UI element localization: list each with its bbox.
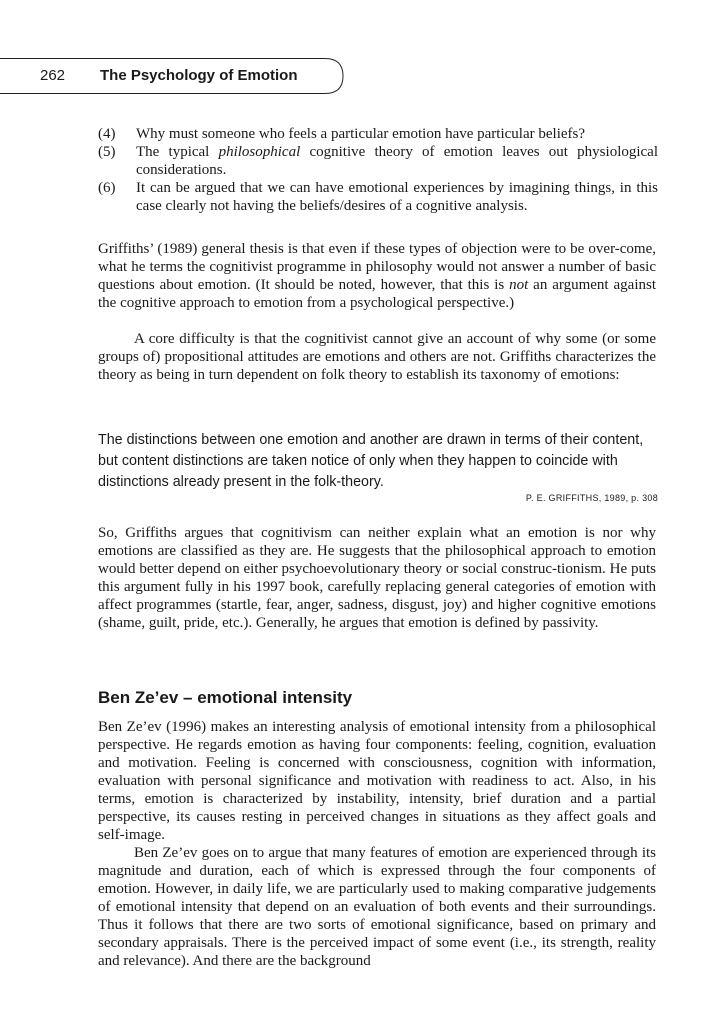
body-paragraph-griffiths-thesis: Griffiths’ (1989) general thesis is that even if these types of objection were to be over-come, what he terms the cognitivist programme in philosophy would not answer a number of basic questions about emotion. (It should be noted, however, that this is not an argument against the cognitive approach to emotion from a psychological perspective.) [98, 241, 656, 311]
body-paragraph-griffiths-summary: So, Griffiths argues that cognitivism can neither explain what an emotion is nor why emotions are classified as they are. He suggests that the philosophical approach to emotion would better depend on either psychoevolutionary theory or social construc-tionism. He puts this argument fully in his 1997 book, carefully replacing general categories of emotion with affect programmes (startle, fear, anger, sadness, disgust, joy) and higher cognitive emotions (shame, guilt, pride, etc.). Generally, he argues that emotion is defined by passivity. [98, 525, 656, 631]
list-item-number: (5) [98, 144, 116, 160]
list-item [98, 125, 658, 143]
list-item-text: Why must someone who feels a particular emotion have particular beliefs? [136, 126, 586, 142]
list-item-number: (6) [98, 180, 116, 196]
body-paragraph-core-difficulty: A core difficulty is that the cognitivist cannot give an account of why some (or some groups of) propositional attitudes are emotions and others are not. Griffiths characterizes the theory as being in turn dependent on folk theory to establish its taxonomy of emotions: [98, 331, 656, 383]
running-title: The Psychology of Emotion [100, 67, 298, 84]
list-item-text: The typical philosophical cognitive theory of emotion leaves out physiological considerations. [136, 144, 659, 178]
body-paragraph-ben-zeev-intensity: Ben Ze’ev goes on to argue that many features of emotion are experienced through its magnitude and duration, each of which is expressed through the four components of emotion. However, in daily life, we are particularly used to making comparative judgements of emotional intensity that depend on an evaluation of both events and their surroundings. Thus it follows that there are two sorts of emotional significance, based on primary and secondary appraisals. There is the perceived impact of some event (i.e., its strength, reality and relevance). And there are the background [98, 845, 656, 969]
list-item [98, 143, 658, 179]
section-heading: Ben Ze’ev – emotional intensity [98, 688, 353, 707]
body-paragraph-ben-zeev-analysis: Ben Ze’ev (1996) makes an interesting analysis of emotional intensity from a philosophical perspective. He regards emotion as having four components: feeling, cognition, evaluation and motivation. Feeling is concerned with consciousness, cognition with information, evaluation with personal significance and motivation with readiness to act. Also, in his terms, emotion is characterized by instability, intensity, brief duration and a partial perspective, its causes resting in perceived changes in situations as they affect goals and self-image. [98, 719, 656, 843]
list-item-text: It can be argued that we can have emotional experiences by imagining things, in this case clearly not having the beliefs/desires of a cognitive analysis. [136, 180, 658, 214]
quote-citation: P. E. GRIFFITHS, 1989, p. 308 [525, 493, 658, 503]
list-item [98, 179, 658, 215]
list-item-number: (4) [98, 126, 116, 142]
block-quote: The distinctions between one emotion and another are drawn in terms of their content, but content distinctions are taken notice of only when they happen to coincide with distinctions already present in the folk-theory. [98, 432, 644, 490]
objection-list [98, 125, 658, 215]
page-number: 262 [40, 67, 66, 84]
